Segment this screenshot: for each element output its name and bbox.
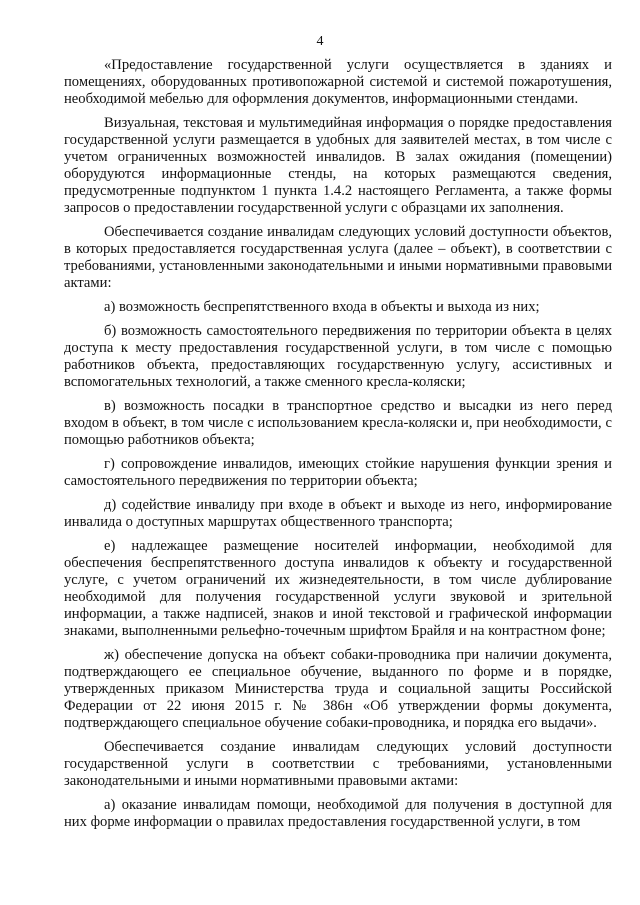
list-item-a-service: а) оказание инвалидам помощи, необходимой для получения в доступной для них форме информации о правилах предоставления государственной услуги, в том: [64, 797, 612, 830]
list-item-b: б) возможность самостоятельного передвижения по территории объекта в целях доступа к месту предоставления государственной услуги, в том числе с помощью работников объекта, предоставляющих государственную услугу, ассистивных и вспомогательных технологий, а также сменного кресла-коляски;: [64, 323, 612, 390]
list-item-d: д) содействие инвалиду при входе в объект и выходе из него, информирование инвалида о доступных маршрутах общественного транспорта;: [64, 497, 612, 530]
paragraph-premises: «Предоставление государственной услуги осуществляется в зданиях и помещениях, оборудованных противопожарной системой и системой пожаротушения, необходимой мебелью для оформления документов, информационными стендами.: [64, 57, 612, 107]
list-item-a: а) возможность беспрепятственного входа в объекты и выхода из них;: [104, 299, 540, 315]
document-body: [64, 57, 612, 831]
list-item-zh: ж) обеспечение допуска на объект собаки-проводника при наличии документа, подтверждающего ее специальное обучение, выданного по форме и в порядке, утвержденных приказом Министерства труда и социальной защиты Российской Федерации от 22 июня 2015 г. № 386н «Об утверждении формы документа, подтверждающего специальное обучение собаки-проводника, и порядка его выдачи».: [64, 647, 612, 731]
list-item-e: е) надлежащее размещение носителей информации, необходимой для обеспечения беспрепятственного доступа инвалидов к объекту и государственной услуге, с учетом ограничений их жизнедеятельности, в том числе дублирование необходимой для получения государственной услуги звуковой и зрительной информации, а также надписей, знаков и иной текстовой и графической информации знаками, выполненными рельефно-точечным шрифтом Брайля и на контрастном фоне;: [64, 538, 612, 639]
list-item-v: в) возможность посадки в транспортное средство и высадки из него перед входом в объект, в том числе с использованием кресла-коляски и, при необходимости, с помощью работников объекта;: [64, 398, 612, 448]
list-item-g: г) сопровождение инвалидов, имеющих стойкие нарушения функции зрения и самостоятельного передвижения по территории объекта;: [64, 456, 612, 489]
page-number: 4: [316, 34, 324, 49]
paragraph-information: Визуальная, текстовая и мультимедийная информация о порядке предоставления государственной услуги размещается в удобных для заявителей местах, в том числе с учетом ограниченных возможностей инвалидов. В залах ожидания (помещении) оборудуются информационные стенды, на которых размещаются сведения, предусмотренные подпунктом 1 пункта 1.4.2 настоящего Регламента, а также формы запросов о предоставлении государственной услуги с образцами их заполнения.: [64, 115, 612, 216]
paragraph-service-accessibility: Обеспечивается создание инвалидам следующих условий доступности государственной услуги в соответствии с требованиями, установленными законодательными и иными нормативными правовыми актами:: [64, 739, 612, 789]
paragraph-object-accessibility: Обеспечивается создание инвалидам следующих условий доступности объектов, в которых предоставляется государственная услуга (далее – объект), в соответствии с требованиями, установленными законодательными и иными нормативными правовыми актами:: [64, 224, 612, 291]
